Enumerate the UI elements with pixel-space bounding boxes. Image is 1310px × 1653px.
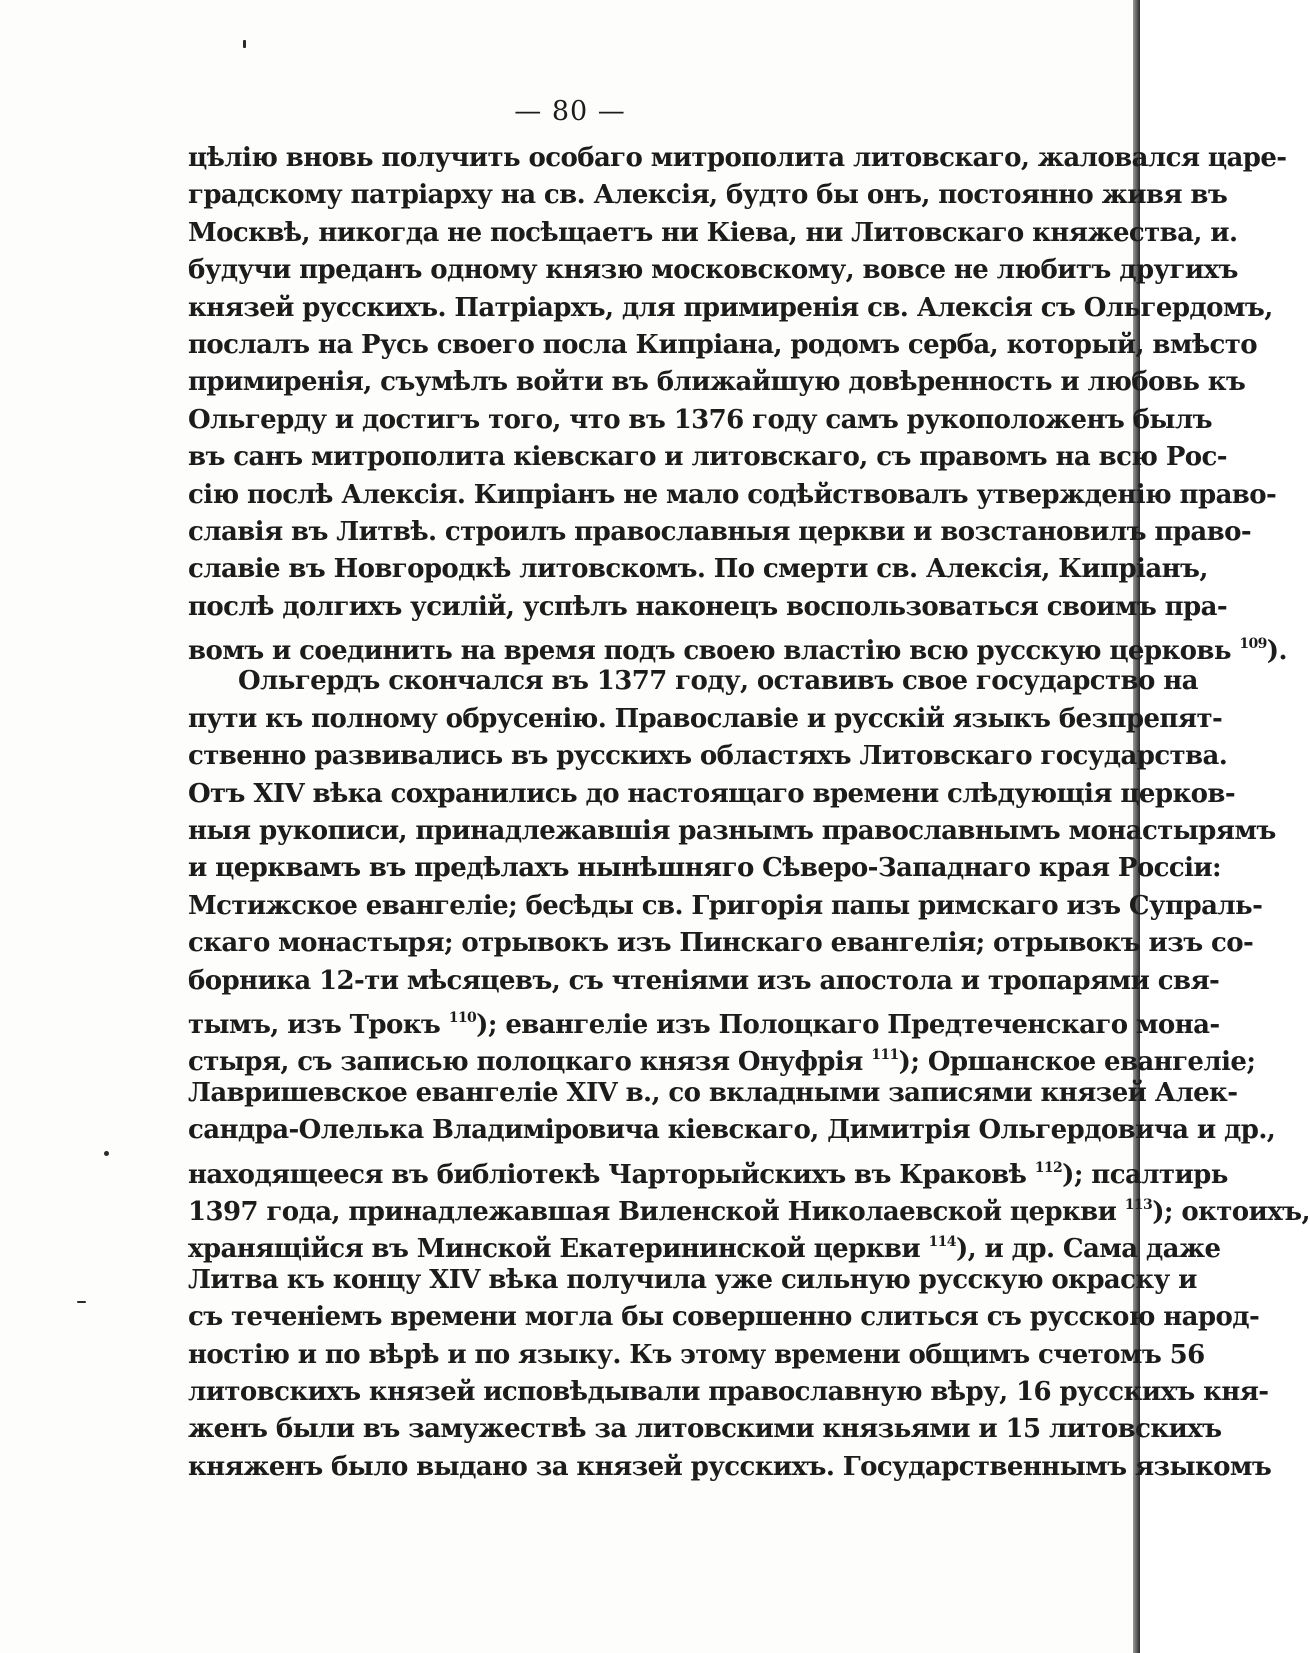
line-text: находящееся въ библіотекѣ Чарторыйскихъ въ Краковѣ <box>188 1159 1035 1190</box>
line-text: стыря, съ записью полоцкаго князя Онуфрія <box>188 1047 872 1078</box>
text-line <box>188 1224 1221 1265</box>
text-line <box>188 1112 1276 1149</box>
line-text: будучи преданъ одному князю московскому, вовсе не любитъ другихъ <box>188 255 1238 286</box>
text-line <box>188 1037 1256 1078</box>
text-line <box>188 177 1228 214</box>
text-line <box>188 963 1220 1000</box>
line-text: тымъ, изъ Трокъ <box>188 1009 449 1040</box>
text-line <box>188 701 1223 738</box>
line-text: Мстижское евангеліе; бесѣды св. Григорія папы римскаго изъ Супраль- <box>188 890 1263 921</box>
text-line <box>188 1337 1205 1374</box>
scan-speck <box>104 1151 109 1156</box>
text-line <box>188 1150 1228 1190</box>
line-text: борника 12-ти мѣсяцевъ, съ чтеніями изъ апостола и тропарями свя- <box>188 965 1220 996</box>
scan-speck <box>243 40 246 48</box>
line-text: послѣ долгихъ усилій, успѣлъ наконецъ воспользоваться своимъ пра- <box>188 591 1228 622</box>
page-number: — 80 — <box>514 96 626 127</box>
body-text <box>188 140 1310 1486</box>
line-text: литовскихъ князей исповѣдывали православную вѣру, 16 русскихъ кня- <box>188 1376 1269 1407</box>
line-text: послалъ на Русь своего посла Кипріана, родомъ серба, который, вмѣсто <box>188 329 1257 360</box>
text-line <box>188 327 1257 364</box>
line-text: Отъ XIV вѣка сохранились до настоящаго времени слѣдующія церков- <box>188 778 1236 809</box>
text-line <box>188 776 1236 813</box>
line-text-continued: ), и др. Сама даже <box>955 1234 1221 1265</box>
line-text: женъ были въ замужествѣ за литовскими князьями и 15 литовскихъ <box>188 1414 1222 1445</box>
line-text-continued: ); евангеліе изъ Полоцкаго Предтеченскаго мона- <box>476 1009 1220 1040</box>
text-line <box>188 626 1287 667</box>
line-text: княженъ было выдано за князей русскихъ. Государственнымъ языкомъ <box>188 1451 1272 1482</box>
line-text: пути къ полному обрусенію. Православіе и русскій языкъ безпрепят- <box>188 703 1223 734</box>
footnote-reference: 112 <box>1034 1159 1063 1176</box>
text-line <box>188 1411 1222 1448</box>
line-text: Ольгердъ скончался въ 1377 году, оставивъ свое государство на <box>238 666 1198 697</box>
text-line <box>188 925 1254 962</box>
text-line <box>188 140 1287 177</box>
line-text-continued: ). <box>1266 636 1287 667</box>
line-text: Ольгерду и достигъ того, что въ 1376 году самъ рукоположенъ былъ <box>188 404 1212 435</box>
line-text: въ санъ митрополита кіевскаго и литовскаго, съ правомъ на всю Рос- <box>188 442 1227 473</box>
text-line <box>188 477 1277 514</box>
line-text: вомъ и соединить на время подъ своею властію всю русскую церковь <box>188 636 1240 667</box>
text-line <box>188 252 1238 289</box>
line-text: Москвѣ, никогда не посѣщаетъ ни Кіева, ни Литовскаго княжества, и. <box>188 217 1238 248</box>
line-text-continued: ); октоихъ, <box>1152 1196 1310 1227</box>
text-line <box>188 888 1263 925</box>
line-text: и церквамъ въ предѣлахъ нынѣшняго Сѣверо-Западнаго края Россіи: <box>188 853 1222 884</box>
line-text: скаго монастыря; отрывокъ изъ Пинскаго евангелія; отрывокъ изъ со- <box>188 928 1254 959</box>
text-line <box>188 813 1276 850</box>
line-text-continued: ); Оршанское евангеліе; <box>898 1047 1256 1078</box>
line-text: Литва къ концу XIV вѣка получила уже сильную русскую окраску и <box>188 1264 1197 1295</box>
text-line <box>188 663 1198 700</box>
text-line <box>188 1449 1272 1486</box>
text-line <box>188 1374 1269 1411</box>
text-line <box>188 1262 1197 1299</box>
line-text: славія въ Литвѣ. строилъ православныя церкви и возстановилъ право- <box>188 516 1252 547</box>
footnote-reference: 109 <box>1239 636 1267 653</box>
footnote-reference: 110 <box>448 1009 477 1026</box>
text-line <box>188 1187 1310 1227</box>
text-line <box>188 551 1208 588</box>
text-line <box>188 290 1273 327</box>
line-text: ностію и по вѣрѣ и по языку. Къ этому времени общимъ счетомъ 56 <box>188 1339 1205 1370</box>
footnote-reference: 113 <box>1124 1196 1153 1213</box>
text-line <box>188 402 1212 439</box>
line-text: Лавришевское евангеліе XIV в., со вкладными записями князей Алек- <box>188 1077 1238 1108</box>
line-text: градскому патріарху на св. Алексія, будто бы онъ, постоянно живя въ <box>188 180 1228 211</box>
line-text: князей русскихъ. Патріархъ, для примиренія св. Алексія съ Ольгердомъ, <box>188 292 1273 323</box>
line-text: ственно развивались въ русскихъ областяхъ Литовскаго государства. <box>188 741 1228 772</box>
line-text: хранящійся въ Минской Екатерининской церкви <box>188 1234 929 1265</box>
line-text: съ теченіемъ времени могла бы совершенно слиться съ русскою народ- <box>188 1302 1260 1333</box>
line-text-continued: ); псалтирь <box>1062 1159 1228 1190</box>
text-line <box>188 1000 1220 1040</box>
text-line <box>188 439 1227 476</box>
scan-speck <box>77 1301 86 1303</box>
line-text: 1397 года, принадлежавшая Виленской Николаевской церкви <box>188 1196 1125 1227</box>
text-line <box>188 1075 1238 1112</box>
text-line <box>188 215 1238 252</box>
text-line <box>188 738 1228 775</box>
footnote-reference: 111 <box>871 1047 899 1064</box>
line-text: цѣлію вновь получить особаго митрополита литовскаго, жаловался царе- <box>188 143 1287 173</box>
line-text: сію послѣ Алексія. Кипріанъ не мало содѣйствовалъ утвержденію право- <box>188 479 1277 510</box>
text-line <box>188 364 1246 401</box>
text-line <box>188 1299 1260 1336</box>
text-line <box>188 514 1252 551</box>
line-text: ныя рукописи, принадлежавшія разнымъ православнымъ монастырямъ <box>188 816 1276 847</box>
text-line <box>188 589 1228 626</box>
line-text: сандра-Олелька Владиміровича кіевскаго, Димитрія Ольгердовича и др., <box>188 1115 1276 1146</box>
line-text: славіе въ Новгородкѣ литовскомъ. По смерти св. Алексія, Кипріанъ, <box>188 554 1208 585</box>
line-text: примиренія, съумѣлъ войти въ ближайшую довѣренность и любовь къ <box>188 367 1246 398</box>
footnote-reference: 114 <box>928 1234 956 1251</box>
text-line <box>188 850 1222 887</box>
